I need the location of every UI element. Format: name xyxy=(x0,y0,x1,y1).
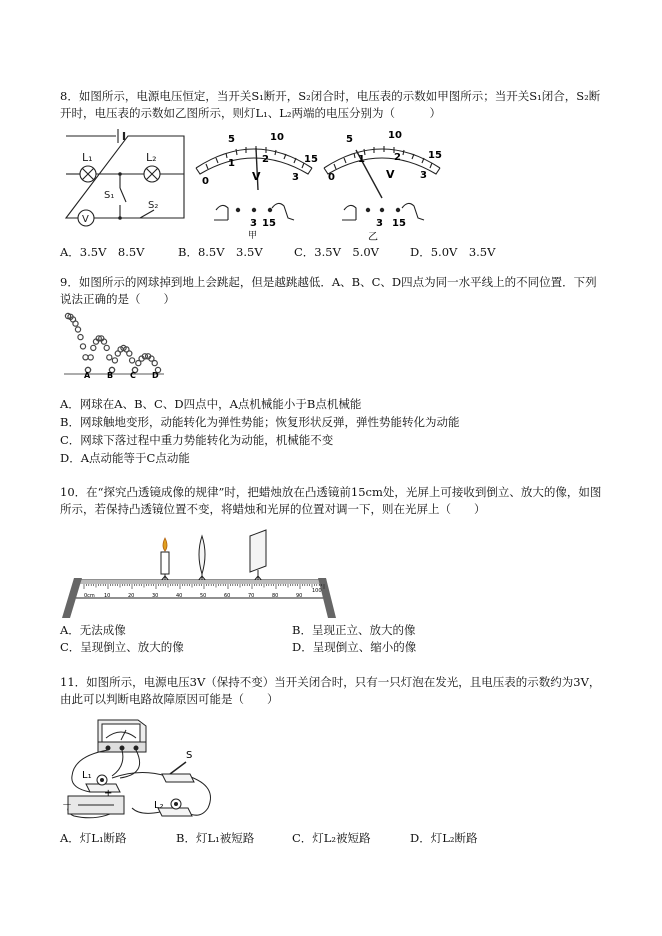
yi-terminal-3: 3 xyxy=(376,218,383,229)
yi-tick-0: 0 xyxy=(328,172,335,183)
point-c-label: C xyxy=(130,371,136,380)
q10-option-a[interactable]: A．无法成像 xyxy=(60,623,126,637)
scale-label-30: 30 xyxy=(152,593,159,599)
q10-option-b[interactable]: B．呈现正立、放大的像 xyxy=(292,623,416,637)
yi-tick-10: 10 xyxy=(388,130,402,141)
q11-stem: 11．如图所示，电源电压3V（保持不变）当开关闭合时，只有一只灯泡在发光，且电压表的示数约为3V，由此可以判断电路故障原因可能是（ ） xyxy=(60,675,601,706)
l2-label: L₂ xyxy=(154,800,164,811)
yi-unit: V xyxy=(386,168,395,181)
q8-option-d[interactable]: D．5.0V 3.5V xyxy=(410,245,496,259)
scale-label-60: 60 xyxy=(224,593,231,599)
jia-tick-1: 1 xyxy=(228,158,235,169)
ball-trail-dot xyxy=(83,355,88,360)
yi-tick-5: 5 xyxy=(346,134,353,145)
q11-option-b[interactable]: B．灯L₁被短路 xyxy=(176,831,255,845)
q11-option-a[interactable]: A．灯L₁断路 xyxy=(60,831,127,845)
jia-tick-0: 0 xyxy=(202,176,209,187)
q8-meter-yi xyxy=(320,128,445,243)
ball-trail-dot xyxy=(107,355,112,360)
ball-trail-dot xyxy=(104,345,109,350)
ball-trail-dot xyxy=(91,345,96,350)
jia-tick-15: 15 xyxy=(304,154,318,165)
q8-option-a[interactable]: A．3.5V 8.5V xyxy=(60,245,145,259)
l2-label: L₂ xyxy=(146,151,157,164)
l1-label: L₁ xyxy=(82,151,93,164)
minus-label: － xyxy=(62,800,72,811)
scale-label-0: 0cm xyxy=(84,593,95,599)
ball-trail-dot xyxy=(75,327,80,332)
jia-unit: V xyxy=(252,170,261,183)
jia-tick-5: 5 xyxy=(228,134,235,145)
jia-tick-2: 2 xyxy=(262,154,269,165)
voltmeter-label: V xyxy=(82,214,89,225)
q11-option-d[interactable]: D．灯L₂断路 xyxy=(410,831,478,845)
jia-terminal-15: 15 xyxy=(262,218,276,229)
q8-option-b[interactable]: B．8.5V 3.5V xyxy=(178,245,263,259)
q8-stem: 8．如图所示，电源电压恒定，当开关S₁断开，S₂闭合时，电压表的示数如甲图所示；当开关S₁闭合，S₂断开时，电压表的示数如乙图所示，则灯L₁、L₂两端的电压分别为（ ） xyxy=(60,89,601,120)
q10-option-d[interactable]: D．呈现倒立、缩小的像 xyxy=(292,640,417,654)
yi-terminal-15: 15 xyxy=(392,218,406,229)
switch-label: S xyxy=(186,750,193,761)
jia-terminal-3: 3 xyxy=(250,218,257,229)
scale-label-20: 20 xyxy=(128,593,135,599)
point-a-label: A xyxy=(84,371,91,380)
q9-stem: 9．如图所示的网球掉到地上会跳起，但是越跳越低．A、B、C、D四点为同一水平线上的不同位置．下列说法正确的是（ ） xyxy=(60,275,597,306)
s1-label: S₁ xyxy=(104,190,115,201)
q9-option-a[interactable]: A．网球在A、B、C、D四点中，A点机械能小于B点机械能 xyxy=(60,397,362,411)
q9-option-c[interactable]: C．网球下落过程中重力势能转化为动能，机械能不变 xyxy=(60,433,334,447)
jia-tick-10: 10 xyxy=(270,132,284,143)
s2-label: S₂ xyxy=(148,200,159,211)
scale-label-50: 50 xyxy=(200,593,207,599)
yi-tick-15: 15 xyxy=(428,150,442,161)
q9-tennis-ball-bounce xyxy=(60,312,170,394)
ball-trail-dot xyxy=(78,335,83,340)
q8-circuit-diagram xyxy=(60,126,190,226)
q10-stem: 10．在“探究凸透镜成像的规律”时，把蜡烛放在凸透镜前15cm处，光屏上可接收到倒立、放大的像，如图所示，若保持凸透镜位置不变，将蜡烛和光屏的位置对调一下，则在光屏上（ ） xyxy=(60,485,602,516)
q10-optical-bench xyxy=(60,522,338,620)
point-d-label: D xyxy=(152,371,159,380)
plus-label: + xyxy=(104,788,113,799)
ball-trail-dot xyxy=(88,355,93,360)
q11-circuit-photo xyxy=(60,712,220,828)
jia-tick-3: 3 xyxy=(292,172,299,183)
scale-label-80: 80 xyxy=(272,593,279,599)
yi-label: 乙 xyxy=(368,232,378,243)
q9-option-b[interactable]: B．网球触地变形，动能转化为弹性势能；恢复形状反弹，弹性势能转化为动能 xyxy=(60,415,460,429)
ball-trail-dot xyxy=(130,358,135,363)
point-b-label: B xyxy=(107,371,114,380)
scale-label-40: 40 xyxy=(176,593,183,599)
q11-option-c[interactable]: C．灯L₂被短路 xyxy=(292,831,371,845)
q8-meter-jia xyxy=(192,128,317,240)
q10-option-c[interactable]: C．呈现倒立、放大的像 xyxy=(60,640,184,654)
scale-label-100: 100 xyxy=(312,588,322,594)
ball-trail-dot xyxy=(127,351,132,356)
ball-trail-dot xyxy=(112,358,117,363)
jia-label: 甲 xyxy=(248,231,258,241)
q9-option-d[interactable]: D．A点动能等于C点动能 xyxy=(60,451,190,465)
l1-label: L₁ xyxy=(82,770,92,781)
ball-trail-dot xyxy=(73,321,78,326)
scale-label-90: 90 xyxy=(296,593,303,599)
ball-trail-dot xyxy=(152,361,157,366)
q8-option-c[interactable]: C．3.5V 5.0V xyxy=(294,245,379,259)
scale-label-10: 10 xyxy=(104,593,111,599)
yi-tick-1: 1 xyxy=(358,154,365,165)
yi-tick-2: 2 xyxy=(394,152,401,163)
ball-trail-dot xyxy=(80,344,85,349)
scale-label-70: 70 xyxy=(248,593,255,599)
yi-tick-3: 3 xyxy=(420,170,427,181)
